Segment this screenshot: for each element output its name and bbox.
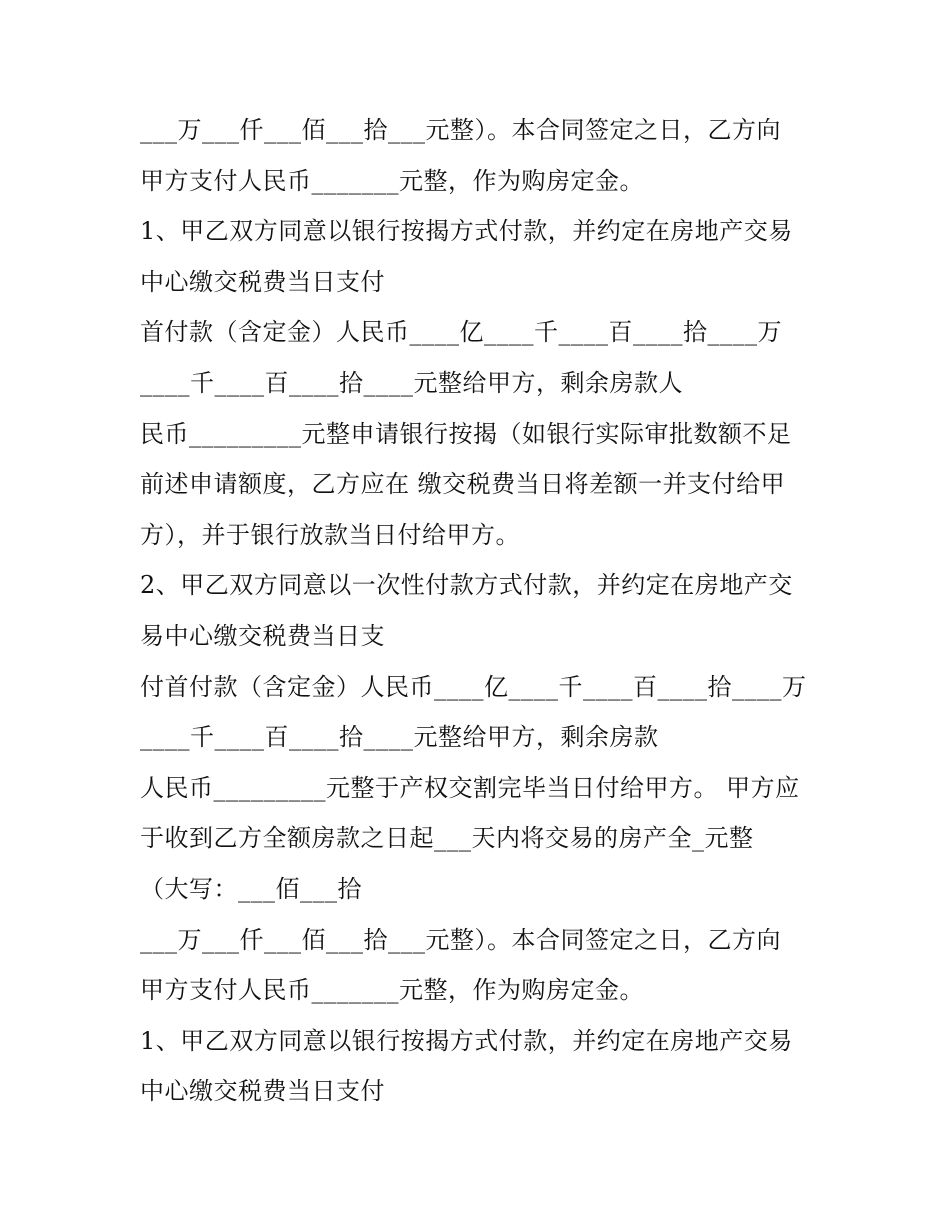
text-line: 人民币_________元整于产权交割完毕当日付给甲方。 甲方应 [140,773,800,802]
text-line: 民币_________元整申请银行按揭（如银行实际审批数额不足 [140,419,792,448]
text-line: ___万___仟___佰___拾___元整）。本合同签定之日，乙方向 [140,116,781,144]
text-line: 付首付款（含定金）人民币____亿____千____百____拾____万 [140,672,807,701]
text-line: 前述申请额度，乙方应在 缴交税费当日将差额一并支付给甲 [140,470,786,499]
text-line: 于收到乙方全额房款之日起___天内将交易的房产全_元整 [140,824,754,853]
text-line: 易中心缴交税费当日支 [140,621,385,650]
text-line: 2、甲乙双方同意以一次性付款方式付款，并约定在房地产交 [140,571,793,600]
text-line: ____千____百____拾____元整给甲方，剩余房款人 [140,368,683,397]
document-body [140,105,820,1117]
text-line: （大写：___佰___拾 [140,874,362,903]
text-line: 1、甲乙双方同意以银行按揭方式付款，并约定在房地产交易 [140,1026,793,1055]
text-line: ___万___仟___佰___拾___元整）。本合同签定之日，乙方向 [140,925,781,954]
text-line: 中心缴交税费当日支付 [140,267,385,296]
text-line: 甲方支付人民币_______元整，作为购房定金。 [140,166,644,195]
text-line: ____千____百____拾____元整给甲方，剩余房款 [140,723,659,752]
text-line: 中心缴交税费当日支付 [140,1077,385,1106]
text-line: 首付款（含定金）人民币____亿____千____百____拾____万 [140,318,782,347]
text-line: 1、甲乙双方同意以银行按揭方式付款，并约定在房地产交易 [140,217,793,246]
text-line: 方），并于银行放款当日付给甲方。 [140,520,520,549]
text-line: 甲方支付人民币_______元整，作为购房定金。 [140,976,644,1005]
